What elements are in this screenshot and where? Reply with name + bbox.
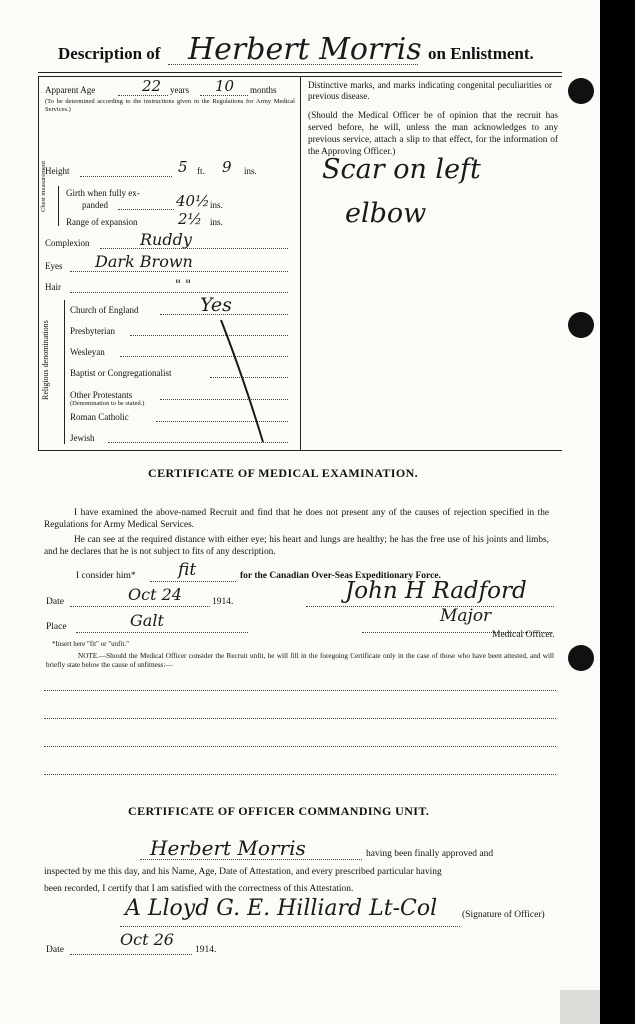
date-label: Date bbox=[46, 597, 64, 607]
girth-value: 40½ bbox=[176, 192, 210, 210]
commanding-date-label: Date bbox=[46, 945, 64, 955]
religion-wesleyan: Wesleyan bbox=[70, 347, 105, 357]
months-label: months bbox=[250, 85, 277, 95]
medical-para-2: He can see at the required distance with either eye; his heart and lungs are healthy; he has the free use of his joints and limbs, and he declares that he is not subject to fits of any description. bbox=[44, 535, 549, 557]
age-label: Apparent Age bbox=[45, 85, 96, 95]
religion-presbyterian: Presbyterian bbox=[70, 326, 115, 336]
religion-other-protestants: Other Protestants bbox=[70, 390, 133, 400]
medical-cert-title: CERTIFICATE OF MEDICAL EXAMINATION. bbox=[148, 466, 419, 480]
religion-baptist: Baptist or Congregationalist bbox=[70, 368, 172, 378]
girth-unit: ins. bbox=[210, 200, 223, 210]
chest-label: Chest measurement bbox=[40, 160, 47, 212]
hair-label: Hair bbox=[45, 282, 61, 292]
commanding-text-3: been recorded, I certify that I am satisfied with the correctness of this Attestation. bbox=[44, 884, 354, 894]
column-divider bbox=[300, 76, 301, 450]
hair-value: " " bbox=[175, 278, 192, 293]
title-suffix: on Enlistment. bbox=[428, 44, 534, 63]
age-years: 22 bbox=[142, 77, 162, 95]
consider-value: fit bbox=[178, 560, 197, 580]
complexion-value: Ruddy bbox=[140, 230, 192, 249]
marks-value-1: Scar on left bbox=[322, 154, 481, 185]
religion-note: (Denomination to be stated.) bbox=[70, 400, 145, 407]
marks-label: Distinctive marks, and marks indicating congenital peculiarities or previous disease. bbox=[308, 80, 552, 101]
date-year: 1914. bbox=[212, 597, 234, 607]
range-unit: ins. bbox=[210, 217, 223, 227]
binder-hole-middle bbox=[568, 312, 594, 338]
religion-pen-stroke bbox=[215, 316, 275, 446]
commanding-date-year: 1914. bbox=[195, 945, 217, 955]
medical-officer-rank: Major bbox=[440, 606, 492, 626]
date-value: Oct 24 bbox=[128, 585, 182, 604]
place-value: Galt bbox=[130, 611, 164, 630]
religion-bracket bbox=[64, 300, 65, 444]
height-label: Height bbox=[45, 166, 70, 176]
height-ins-label: ins. bbox=[244, 166, 257, 176]
commanding-name-value: Herbert Morris bbox=[150, 836, 306, 860]
commanding-text-2: inspected by me this day, and his Name, Age, Date of Attestation, and every prescribed particular having bbox=[44, 867, 442, 877]
religion-roman-catholic: Roman Catholic bbox=[70, 412, 129, 422]
paper-edge-wear bbox=[560, 990, 600, 1024]
age-note: (To be determined according to the instructions given in the Regulations for Army Medical Services.) bbox=[45, 98, 295, 113]
binder-hole-top bbox=[568, 78, 594, 104]
religion-value: Yes bbox=[200, 294, 232, 316]
commanding-signature: A Lloyd G. E. Hilliard Lt-Col bbox=[125, 896, 438, 921]
religion-jewish: Jewish bbox=[70, 433, 95, 443]
marks-value-2: elbow bbox=[345, 198, 427, 229]
medical-note: NOTE.—Should the Medical Officer consider the Recruit unfit, he will fill in the foregoing Certificate only in the case of those who have been attested, and will briefly state below the cause of unfitness:— bbox=[46, 652, 554, 669]
marks-note: (Should the Medical Officer be of opinion that the recruit has served before, he will, unless the man acknowledges to any previous service, attach a slip to that effect, for the information of the Approving Officer.) bbox=[308, 111, 558, 157]
chest-bracket bbox=[58, 186, 59, 226]
insert-note: *Insert here "fit" or "unfit." bbox=[52, 640, 129, 648]
height-ft: 5 bbox=[178, 158, 188, 176]
eyes-value: Dark Brown bbox=[95, 252, 193, 271]
complexion-label: Complexion bbox=[45, 238, 90, 248]
ft-label: ft. bbox=[197, 166, 205, 176]
range-label: Range of expansion bbox=[66, 217, 138, 227]
medical-officer-signature: John H Radford bbox=[345, 578, 527, 604]
title-prefix: Description of bbox=[58, 44, 161, 63]
place-label: Place bbox=[46, 622, 67, 632]
consider-suffix: for the Canadian Over-Seas Expeditionary Force. bbox=[240, 571, 441, 581]
mid-rule bbox=[38, 450, 562, 451]
commanding-cert-title: CERTIFICATE OF OFFICER COMMANDING UNIT. bbox=[128, 804, 430, 818]
girth-label-1: Girth when fully ex- bbox=[66, 188, 140, 198]
age-months: 10 bbox=[215, 77, 235, 95]
religion-label: Religious denominations bbox=[41, 320, 50, 400]
top-rule bbox=[38, 72, 562, 73]
recruit-name: Herbert Morris bbox=[188, 32, 422, 67]
medical-para-1: I have examined the above-named Recruit and find that he does not present any of the causes of rejection specified in the Regulations for Army Medical Services. bbox=[44, 508, 549, 530]
commanding-sig-label: (Signature of Officer) bbox=[462, 910, 545, 920]
height-in: 9 bbox=[222, 158, 232, 176]
commanding-text-1: having been finally approved and bbox=[366, 849, 494, 859]
commanding-date-value: Oct 26 bbox=[120, 930, 174, 949]
years-label: years bbox=[170, 85, 189, 95]
consider-label: I consider him* bbox=[76, 571, 136, 581]
girth-label-2: panded bbox=[82, 200, 108, 210]
left-border bbox=[38, 76, 39, 450]
medical-officer-label: Medical Officer. bbox=[492, 630, 555, 640]
binder-hole-bottom bbox=[568, 645, 594, 671]
religion-church-of-england: Church of England bbox=[70, 305, 139, 315]
eyes-label: Eyes bbox=[45, 261, 63, 271]
range-value: 2½ bbox=[178, 210, 203, 228]
